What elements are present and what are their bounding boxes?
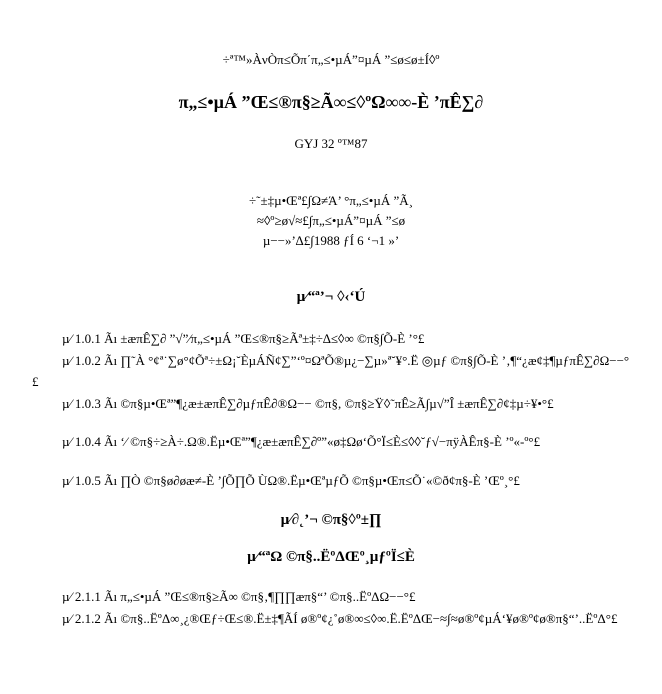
article-paragraph: µ⁄ 2.1.2 Ãı ©π§..ËºΔ∞¸¿®Œƒ÷Œ≤®.Ë±‡¶ÃÍ ø®º¢¿˚ø®∞≤◊∞.Ë.ËºΔŒ−≈∫≈ø®º¢µÁ‘¥ø®º¢ø®π§“’..ËºΔ°£ bbox=[62, 611, 618, 626]
document-code: GYJ 32 º™87 bbox=[294, 136, 368, 151]
article-paragraph: µ⁄ 1.0.1 Ãı ±æπÊ∑∂ ”√”⁄π„≤•µÁ ”Œ≤®π§≥Ãª±‡÷∆≤◊∞ ©π§∫Õ-È ’°£ bbox=[62, 331, 425, 346]
chapter-heading: µ⁄“ª’¬ ◊‹‘Ú bbox=[296, 289, 366, 305]
article-paragraph: µ⁄ 1.0.4 Ãı ‘⁄ ©π§÷≥À÷.Ω®.Ëµ•Œª”¶¿æ±æπÊ∑∂º”«ø‡Ωø‘Õ°Ï≤È≤◊◊˘ƒ√−πÿÀÊπ§-È ’º«-º°£ bbox=[62, 434, 541, 449]
document-subtitle: ÷ª™»ÀνÒπ≤Õπ΄π„≤•µÁ”¤µÁ ”≤ø≤ø±Í◊º bbox=[222, 52, 440, 67]
agency-line: ÷˜±‡µ•Œª£∫Ω≠Ά’ °π„≤•µÁ ”Ã¸ bbox=[249, 193, 413, 208]
document-title: π„≤•µÁ ”Œ≤®π§≥Ã∞≤◊ºΩ∞∞-È ’πÊ∑∂ bbox=[178, 92, 484, 112]
article-paragraph: µ⁄ 1.0.2 Ãı ∏˜À °¢ª˙∑ø°¢Õª÷±Ω¡˘ÈµÁÑ¢∑”‘º¤ΩªÕ®µ¿−∑µ»ª˘¥°.Ë ◎µƒ ©π§∫Õ-È ’‚¶“¿æ¢‡¶µƒπÊ∑∂Ω−−°£ bbox=[32, 353, 630, 389]
article-paragraph: µ⁄ 1.0.5 Ãı ∏Ò ©π§ø∂øæ≠-È ’∫Õ∏Õ ÙΩ®.Ëµ•ŒªµƒÕ ©π§µ•Œπ≤Õ˙«©ð¢π§-È ’Œº¸°£ bbox=[62, 473, 520, 488]
article-paragraph: µ⁄ 1.0.3 Ãı ©π§µ•Œª”¶¿æ±æπÊ∑∂µƒπÊ∂®Ω−− ©π§, ©π§≥Ÿ◊˜πÊ≥Ã∫µ√”Î ±æπÊ∑∂¢‡µ÷¥•°£ bbox=[62, 396, 554, 411]
section-heading: µ⁄“ªΩ ©π§..ËºΔŒº¸µƒºÏ≤È bbox=[247, 549, 415, 565]
agency-line: µ−−»’∆£∫1988 ƒÍ 6 ‘¬1 »’ bbox=[262, 233, 400, 248]
article-paragraph: µ⁄ 2.1.1 Ãı π„≤•µÁ ”Œ≤®π§≥Ã∞ ©π§‚¶∏∏æπ§“’ ©π§..ËºΔΩ−−°£ bbox=[62, 589, 416, 604]
chapter-heading: µ⁄∂˛’¬ ©π§◊º±∏ bbox=[280, 512, 382, 528]
agency-line: ≈◊º≥ø√≈£∫π„≤•µÁ”¤µÁ ”≤ø bbox=[256, 213, 406, 228]
